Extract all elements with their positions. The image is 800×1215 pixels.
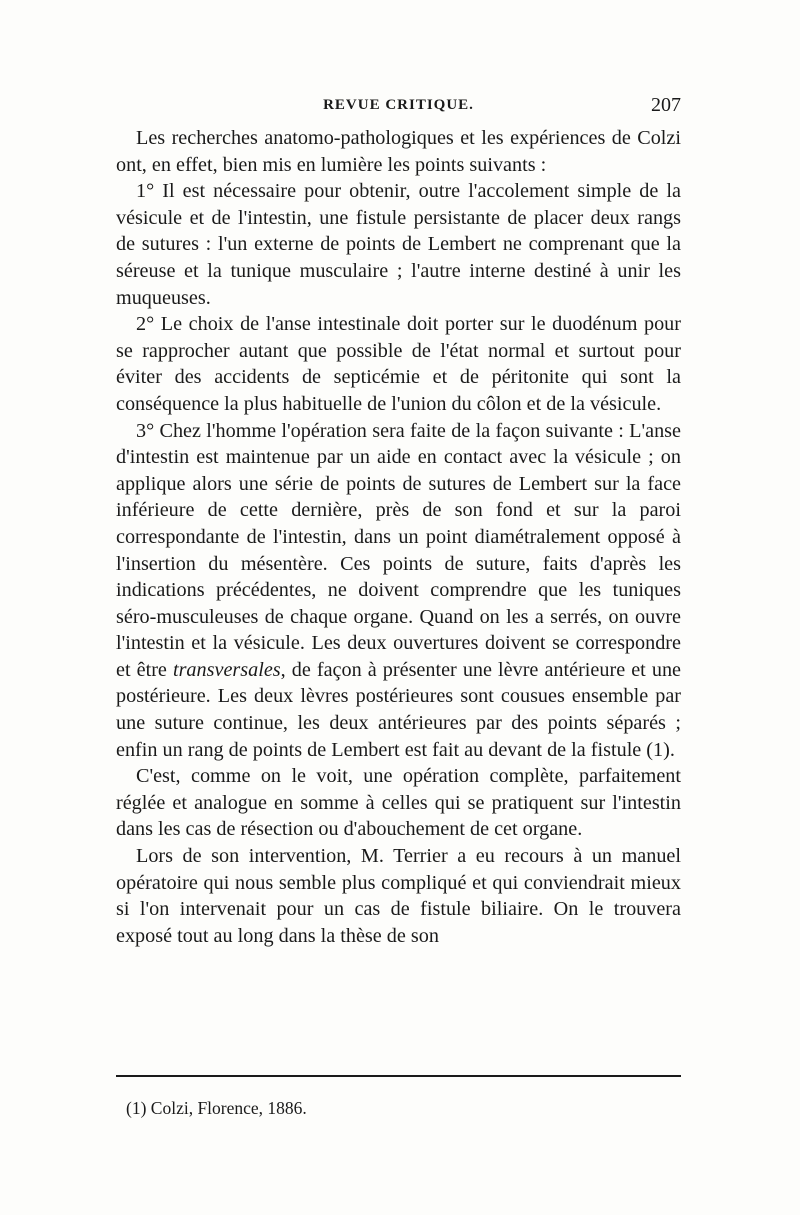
point-3-text-b: , de façon à présenter une lèvre antérieure et une postérieure. Les deux lèvres postérieures sont cousues ensemble par une suture continue, les deux antérieures par des points séparés ; enfin un rang de points de Lembert est fait au devant de la fistule (1).: [116, 658, 681, 761]
body-text: [116, 125, 681, 949]
page-number: 207: [651, 94, 681, 116]
point-3-italic: transversales: [172, 658, 281, 681]
footnote: (1) Colzi, Florence, 1886.: [126, 1098, 307, 1118]
paragraph-terrier: Lors de son intervention, M. Terrier a eu recours à un manuel opératoire qui nous semble plus compliqué et qui conviendrait mieux si l'on intervenait pour un cas de fistule biliaire. On le trouvera exposé tout au long dans la thèse de son: [116, 845, 681, 947]
point-3-text-a: 3° Chez l'homme l'opération sera faite de la façon suivante : L'anse d'intestin est maintenue par un aide en contact avec la vésicule ; on applique alors une série de points de sutures de Lembert sur la face inférieure de cette dernière, près de son fond et sur la paroi correspondante de l'intestin, dans un point diamétralement opposé à l'insertion du mésentère. Ces points de suture, faits d'après les indications précédentes, ne doivent comprendre que les tuniques séro-musculeuses de chaque organe. Quand on les a serrés, on ouvre l'intestin et la vésicule. Les deux ouvertures doivent se correspondre et être: [116, 419, 681, 681]
paragraph-intro: Les recherches anatomo-pathologiques et les expériences de Colzi ont, en effet, bien mis en lumière les points suivants :: [116, 127, 681, 176]
paragraph-point-3: [116, 418, 681, 764]
paragraph-point-2: 2° Le choix de l'anse intestinale doit porter sur le duodénum pour se rapprocher autant que possible de l'état normal et surtout pour éviter des accidents de septicémie et de péritonite qui sont la conséquence la plus habituelle de l'union du côlon et de la vésicule.: [116, 313, 681, 415]
running-title: REVUE CRITIQUE.: [323, 97, 474, 113]
paragraph-point-1: 1° Il est nécessaire pour obtenir, outre l'accolement simple de la vésicule et de l'intestin, une fistule persistante de placer deux rangs de sutures : l'un externe de points de Lembert ne comprenant que la séreuse et la tunique musculaire ; l'autre interne destiné à unir les muqueuses.: [116, 180, 681, 309]
footnote-rule: [116, 1075, 681, 1077]
page-header: [116, 94, 681, 120]
paragraph-comment: C'est, comme on le voit, une opération complète, parfaitement réglée et analogue en somme à celles qui se pratiquent sur l'intestin dans les cas de résection ou d'abouchement de cet organe.: [116, 765, 681, 841]
